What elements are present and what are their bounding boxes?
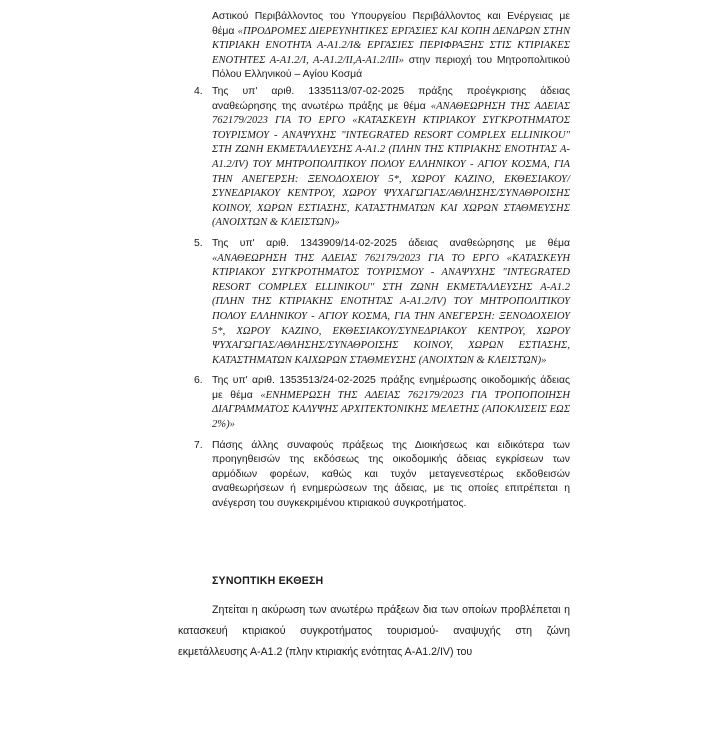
list-item-number: 6.: [194, 375, 203, 387]
list-item: [194, 237, 570, 368]
list-item-body: [212, 439, 570, 512]
list-item-body: [212, 374, 570, 432]
list-item-prefix: Της υπ' αριθ. 1343909/14-02-2025 άδειας αναθεώρησης με θέμα: [212, 237, 570, 249]
intro-prefix: Αστικού Περιβάλλοντος του Υπουργείου Περιβάλλοντος και Ενέργειας με θέμα: [212, 11, 570, 37]
list-item: [194, 85, 570, 231]
list-item-title: «ΕΝΗΜΕΡΩΣΗ ΤΗΣ ΑΔΕΙΑΣ 762179/2023 ΓΙΑ ΤΡΟΠΟΠΟΙΗΣΗ ΔΙΑΓΡΑΜΜΑΤΟΣ ΚΑΛΥΨΗΣ ΑΡΧΙΤΕΚΤΟΝΙΚΗΣ ΜΕΛΕΤΗΣ (ΑΠΟΚΛΙΣΕΙΣ ΕΩΣ 2%)»: [212, 389, 570, 431]
list-item: [194, 374, 570, 432]
list-item-title: «ΑΝΑΘΕΩΡΗΣΗ ΤΗΣ ΑΔΕΙΑΣ 762179/2023 ΓΙΑ ΤΟ ΕΡΓΟ «ΚΑΤΑΣΚΕΥΗ ΚΤΙΡΙΑΚΟΥ ΣΥΓΚΡΟΤΗΜΑΤΟΣ ΤΟΥΡΙΣΜΟΥ - ΑΝΑΨΥΧΗΣ "INTEGRATED RESORT COMPLEX ELLINIKOU" ΣΤΗ ΖΩΝΗ ΕΚΜΕΤΑΛΛΕΥΣΗΣ Α-Α1.2 (ΠΛΗΝ ΤΗΣ ΚΤΙΡΙΑΚΗΣ ΕΝΟΤΗΤΑΣ Α-Α1.2/IV) ΤΟΥ ΜΗΤΡΟΠΟΛΙΤΙΚΟΥ ΠΟΛΟΥ ΕΛΛΗΝΙΚΟΥ - ΑΓΙΟΥ ΚΟΣΜΑ, ΓΙΑ ΤΗΝ ΑΝΕΓΕΡΣΗ: ΞΕΝΟΔΟΧΕΙΟΥ 5*, ΧΩΡΟΥ ΚΑΖΙΝΟ, ΕΚΘΕΣΙΑΚΟΥ/ΣΥΝΕΔΡΙΑΚΟΥ ΚΕΝΤΡΟΥ, ΧΩΡΟΥ ΨΥΧΑΓΩΓΙΑΣ/ΑΘΛΗΣΗΣ/ΣΥΝΑΘΡΟΙΣΗΣ ΚΟΙΝΟΥ, ΧΩΡΩΝ ΕΣΤΙΑΣΗΣ, ΚΑΤΑΣΤΗΜΑΤΩΝ ΚΑΙ ΧΩΡΩΝ ΣΤΑΘΜΕΥΣΗΣ (ΑΝΟΙΧΤΩΝ & ΚΛΕΙΣΤΩΝ)»: [212, 100, 570, 229]
list-item-body: [212, 85, 570, 231]
list-item-prefix: Πάσης άλλης συναφούς πράξεως της Διοικήσεως και ειδικότερα των προηγηθεισών της εκδόσεως της οικοδομικής άδειας εγκρίσεων των αρμόδιων φορέων, καθώς και τυχόν μεταγενεστέρως εκδοθεισών αναθεωρήσεων ή ενημερώσεων της άδειας, με τις οποίες επιτρέπεται η ανέγερση του συγκεκριμένου κτιριακού συγκροτήματος.: [212, 439, 570, 510]
numbered-list: [194, 85, 570, 518]
section-heading: ΣΥΝΟΠΤΙΚΗ ΕΚΘΕΣΗ: [212, 575, 324, 587]
list-item-title: «ΑΝΑΘΕΩΡΗΣΗ ΤΗΣ ΑΔΕΙΑΣ 762179/2023 ΓΙΑ ΤΟ ΕΡΓΟ «ΚΑΤΑΣΚΕΥΗ ΚΤΙΡΙΑΚΟΥ ΣΥΓΚΡΟΤΗΜΑΤΟΣ ΤΟΥΡΙΣΜΟΥ - ΑΝΑΨΥΧΗΣ "INTEGRATED RESORT COMPLEX ELLINIKOU'' ΣΤΗ ΖΩΝΗ ΕΚΜΕΤΑΛΛΕΥΣΗΣ Α-Α1.2 (ΠΛΗΝ ΤΗΣ ΚΤΙΡΙΑΚΗΣ ΕΝΟΤΗΤΑΣ Α-Α1.2/IV) ΤΟΥ ΜΗΤΡΟΠΟΛΙΤΙΚΟΥ ΠΟΛΟΥ ΕΛΛΗΝΙΚΟΥ - ΑΓΙΟΥ ΚΟΣΜΑ, ΓΙΑ ΤΗΝ ΑΝΕΓΕΡΣΗ: ΞΕΝΟΔΟΧΕΙΟΥ 5*, ΧΩΡΟΥ ΚΑΖΙΝΟ, ΕΚΘΕΣΙΑΚΟΥ/ΣΥΝΕΔΡΙΑΚΟΥ ΚΕΝΤΡΟΥ, ΧΩΡΟΥ ΨΥΧΑΓΩΓΙΑΣ/ΑΘΛΗΣΗΣ/ΣΥΝΑΘΡΟΙΣΗΣ ΚΟΙΝΟΥ, ΧΩΡΩΝ ΕΣΤΙΑΣΗΣ, ΚΑΤΑΣΤΗΜΑΤΩΝ ΚΑΙΧΩΡΩΝ ΣΤΑΘΜΕΥΣΗΣ (ΑΝΟΙΧΤΩΝ & ΚΛΕΙΣΤΩΝ)»: [212, 252, 570, 366]
list-item-body: [212, 237, 570, 368]
summary-paragraph: Ζητείται η ακύρωση των ανωτέρω πράξεων δια των οποίων προβλέπεται η κατασκευή κτιριακού συγκροτήματος τουρισμού- αναψυχής στη ζώνη εκμετάλλευσης Α-Α1.2 (πλην κτιριακής ενότητας Α-Α1.2/IV) του: [178, 604, 570, 658]
list-item-number: 4.: [194, 86, 203, 97]
list-item: [194, 439, 570, 512]
list-item-prefix: Της υπ' αριθ. 1353513/24-02-2025 πράξης ενημέρωσης οικοδομικής άδειας με θέμα: [212, 375, 570, 401]
intro-suffix: στην περιοχή του Μητροπολιτικού Πόλου Ελληνικού – Αγίου Κοσμά: [212, 54, 570, 81]
intro-title: «ΠΡΟΔΡΟΜΕΣ ΔΙΕΡΕΥΝΗΤΙΚΕΣ ΕΡΓΑΣΙΕΣ ΚΑΙ ΚΟΠΗ ΔΕΝΔΡΩΝ ΣΤΗΝ ΚΤΙΡΙΑΚΗ ΕΝΟΤΗΤΑ Α-Α1.2/Ι& ΕΡΓΑΣΙΕΣ ΠΕΡΙΦΡΑΞΗΣ ΣΤΙΣ ΚΤΙΡΙΑΚΕΣ ΕΝΟΤΗΤΕΣ Α-Α1.2/Ι, Α-Α1.2/ΙΙ,Α-Α1.2/ΙΙΙ»: [212, 25, 571, 66]
list-item-prefix: Της υπ' αριθ. 1335113/07-02-2025 πράξης προέγκρισης άδειας αναθεώρησης της ανωτέρω πράξης με θέμα: [212, 86, 570, 112]
list-item-number: 5.: [194, 237, 203, 249]
intro-paragraph: [212, 10, 570, 83]
list-item-number: 7.: [194, 439, 203, 451]
